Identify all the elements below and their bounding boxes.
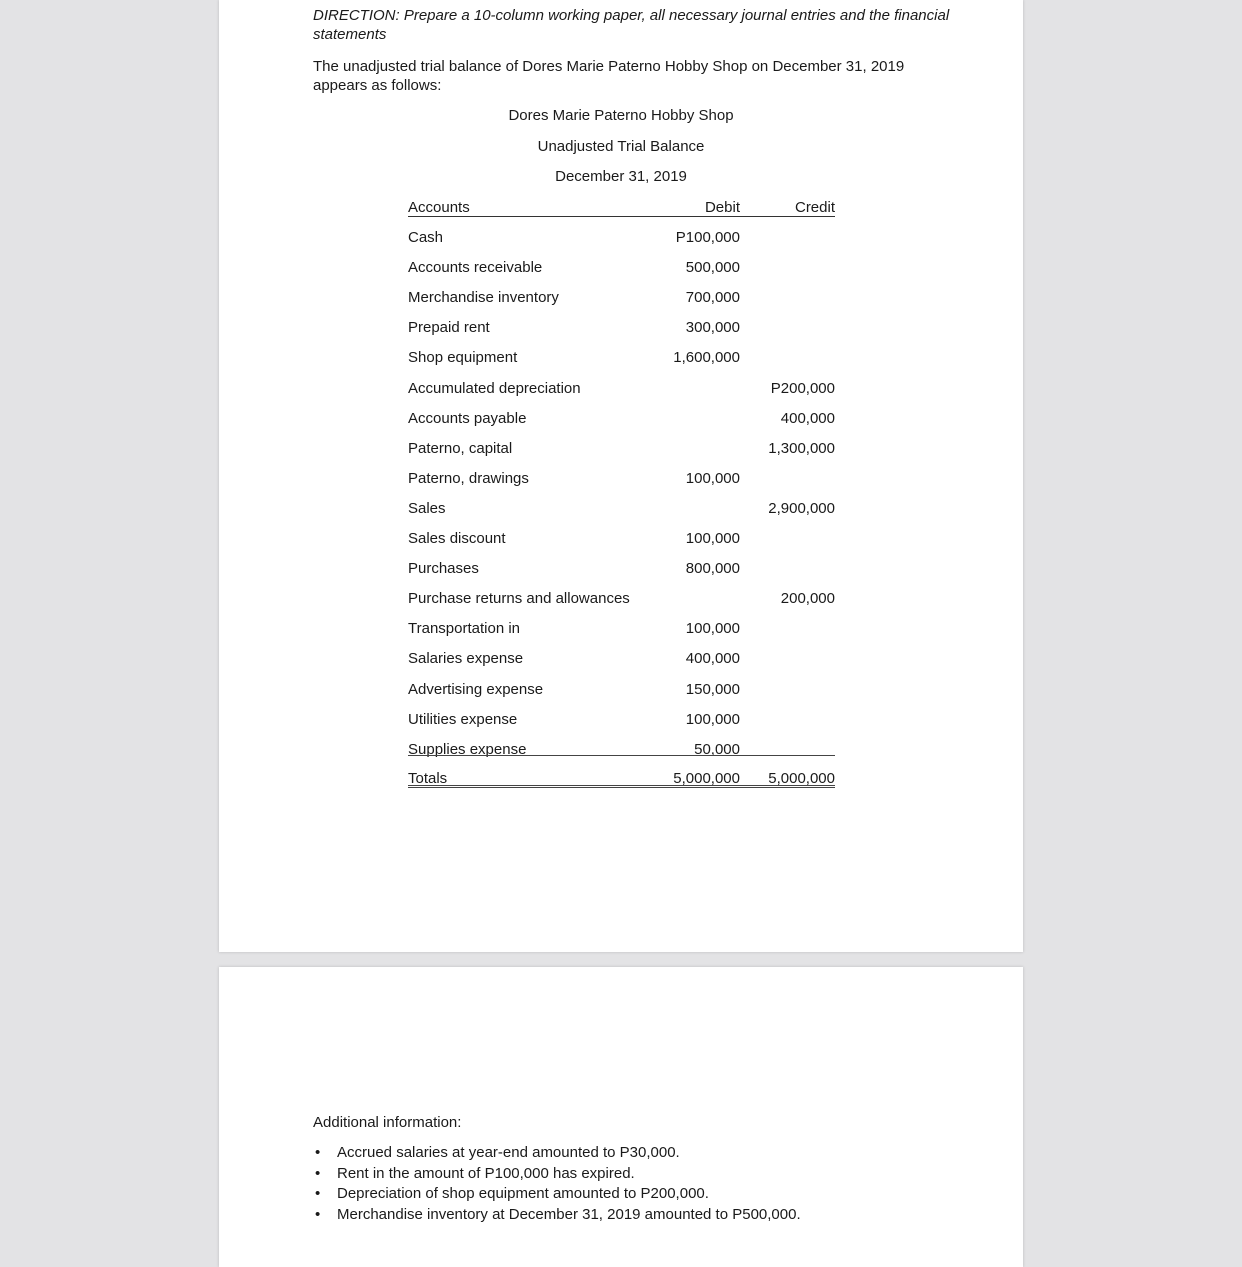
table-header [408,198,835,217]
statement-company: Dores Marie Paterno Hobby Shop [508,107,734,124]
list-item: • Merchandise inventory at December 31, 2019 amounted to P500,000. [313,1205,801,1226]
statement-title: Unadjusted Trial Balance [537,138,705,155]
cell-account: Accumulated depreciation [408,379,581,397]
cell-account: Transportation in [408,620,521,638]
table-row [408,499,835,521]
table-row [408,680,835,702]
cell-debit: 500,000 [685,259,740,277]
totals-label: Totals [408,770,448,787]
cell-credit: 200,000 [780,590,835,608]
bullet-icon: • [315,1144,321,1161]
cell-account: Utilities expense [408,710,518,728]
header-debit: Debit [704,199,740,216]
cell-account: Purchase returns and allowances [408,590,630,608]
table-row [408,469,835,491]
cell-debit: 50,000 [694,740,740,758]
cell-debit: 300,000 [685,319,740,337]
table-row [408,619,835,641]
cell-credit: 400,000 [780,409,835,427]
totals-double-rule [408,785,835,788]
list-item: • Rent in the amount of P100,000 has expired. [313,1164,801,1185]
table-row [408,348,835,370]
table-row [408,258,835,280]
cell-account: Paterno, drawings [408,469,529,487]
direction-text: DIRECTION: Prepare a 10-column working paper, all necessary journal entries and the financial statements [313,7,950,43]
additional-info-title: Additional information: [313,1114,462,1131]
table-row [408,649,835,671]
table-row [408,740,835,762]
cell-account: Prepaid rent [408,319,490,337]
cell-debit: 1,600,000 [673,349,740,367]
cell-account: Accounts payable [408,409,527,427]
cell-account: Salaries expense [408,650,524,668]
cell-account: Sales discount [408,530,506,547]
cell-credit: 1,300,000 [768,439,835,457]
cell-account: Supplies expense [408,740,527,758]
cell-account: Purchases [408,560,479,578]
cell-account: Sales [408,499,446,517]
document-page-2 [219,967,1023,1267]
list-item: • Accrued salaries at year-end amounted to P30,000. [313,1143,801,1164]
document-page-1 [219,0,1023,952]
table-row [408,710,835,732]
table-row [408,439,835,461]
totals-debit: 5,000,000 [673,770,740,787]
header-accounts: Accounts [408,199,470,216]
cell-account: Advertising expense [408,680,544,698]
table-row [408,379,835,401]
cell-debit: 100,000 [685,469,740,487]
cell-account: Merchandise inventory [408,289,559,307]
cell-account: Accounts receivable [408,259,543,277]
cell-account: Paterno, capital [408,439,513,457]
list-item: • Depreciation of shop equipment amounted to P200,000. [313,1184,801,1205]
bullet-icon: • [315,1164,321,1182]
table-row [408,318,835,340]
table-row [408,288,835,310]
cell-credit: 2,900,000 [768,499,835,517]
cell-account: Shop equipment [408,349,518,367]
cell-credit: P200,000 [770,379,835,397]
bullet-icon: • [315,1206,321,1224]
additional-info-list [313,1143,801,1226]
table-row [408,529,835,551]
statement-date: December 31, 2019 [555,168,687,185]
subtotal-rule [408,755,835,756]
bullet-icon: • [315,1185,321,1203]
cell-debit: 100,000 [685,530,740,547]
table-row [408,589,835,611]
cell-debit: 100,000 [685,620,740,638]
cell-debit: 800,000 [685,560,740,578]
table-row [408,559,835,581]
table-row [408,228,835,250]
cell-account: Cash [408,229,444,246]
totals-credit: 5,000,000 [768,770,835,787]
cell-debit: 700,000 [685,289,740,307]
cell-debit: 400,000 [685,650,740,668]
cell-debit: 150,000 [685,680,740,698]
intro-text: The unadjusted trial balance of Dores Marie Paterno Hobby Shop on December 31, 2019 appears as follows: [313,58,905,94]
cell-debit: 100,000 [685,710,740,728]
table-row [408,409,835,431]
header-credit: Credit [794,199,835,216]
cell-debit: P100,000 [675,229,740,246]
